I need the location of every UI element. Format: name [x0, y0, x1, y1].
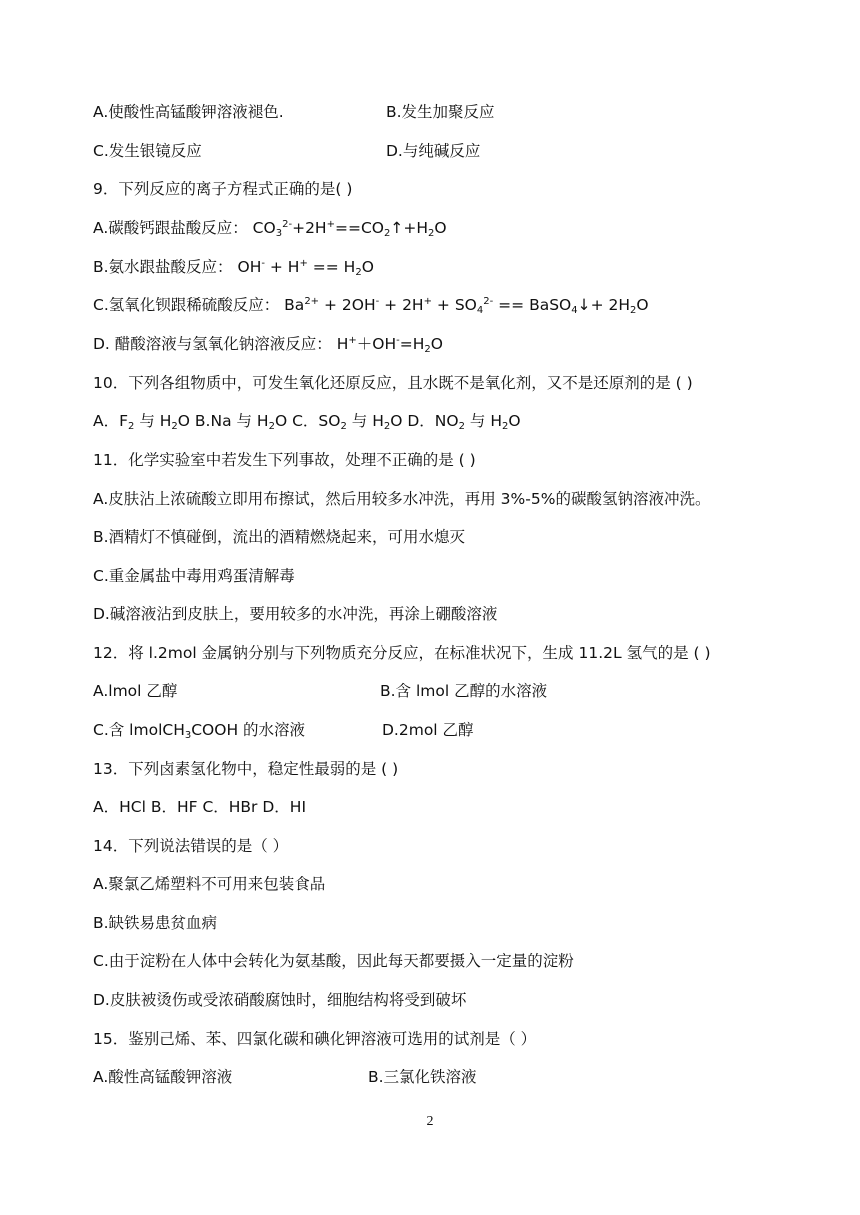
text-line	[93, 716, 474, 744]
text-segment: A.聚氯乙烯塑料不可用来包装食品	[93, 875, 326, 893]
text-line	[93, 485, 710, 513]
text-line	[93, 98, 495, 126]
text-segment: 9．下列反应的离子方程式正确的是( )	[93, 180, 353, 198]
page-number: 2	[426, 1114, 434, 1129]
text-line	[93, 291, 649, 319]
text-line	[93, 793, 306, 821]
text-line	[93, 1025, 536, 1053]
option-text: D.与纯碱反应	[386, 142, 481, 160]
text-segment: A.皮肤沾上浓硫酸立即用布擦试，然后用较多水冲洗，再用 3%-5%的碳酸氢钠溶液冲洗。	[93, 490, 711, 508]
text-line	[93, 755, 398, 783]
text-segment: C.含 lmolCH$_3$COOH 的水溶液	[93, 721, 306, 741]
text-line	[93, 1063, 477, 1091]
text-segment: 14．下列说法错误的是（ ）	[93, 837, 289, 855]
text-line	[93, 986, 466, 1014]
text-segment: 10．下列各组物质中，可发生氧化还原反应，且水既不是氧化剂，又不是还原剂的是 ( )	[93, 374, 693, 392]
text-segment: A．$F_2$ 与 $H_2O$ B.Na 与 $H_2O$ C．$SO_2$ 与 $H_2O$ D．$NO_2$ 与 $H_2O$	[93, 412, 521, 432]
text-segment: 13．下列卤素氢化物中，稳定性最弱的是 ( )	[93, 760, 399, 778]
text-segment: D.皮肤被烫伤或受浓硝酸腐蚀时，细胞结构将受到破坏	[93, 991, 467, 1009]
text-segment: A.碳酸钙跟盐酸反应： $CO_3^{2-}+2H^+==CO_2↑+H_2O$	[93, 219, 447, 239]
text-segment: B.缺铁易患贫血病	[93, 914, 218, 932]
text-line	[93, 175, 352, 203]
text-line	[93, 677, 548, 705]
text-line	[93, 947, 574, 975]
option-text: B.发生加聚反应	[386, 103, 495, 121]
option-text: B.含 lmol 乙醇的水溶液	[380, 682, 548, 700]
text-segment: C.由于淀粉在人体中会转化为氨基酸，因此每天都要摄入一定量的淀粉	[93, 952, 574, 970]
text-segment: A.lmol 乙醇	[93, 682, 178, 700]
text-line	[93, 214, 447, 242]
text-segment: A.酸性高锰酸钾溶液	[93, 1068, 233, 1086]
text-segment: B.酒精灯不慎碰倒，流出的酒精燃烧起来，可用水熄灭	[93, 528, 466, 546]
text-line	[93, 369, 693, 397]
text-segment: B.氨水跟盐酸反应： $OH^- + H^+ == H_2O$	[93, 258, 374, 278]
text-segment: A．HCl B．HF C．HBr D．HI	[93, 798, 307, 816]
text-segment: D. 醋酸溶液与氢氧化钠溶液反应： $H^++OH^-=H_2O$	[93, 335, 443, 355]
text-line	[93, 909, 217, 937]
text-line	[93, 137, 481, 165]
option-text: D.2mol 乙醇	[382, 721, 474, 739]
text-line	[93, 639, 711, 667]
text-segment: 15．鉴别己烯、苯、四氯化碳和碘化钾溶液可选用的试剂是（ ）	[93, 1030, 537, 1048]
option-text: B.三氯化铁溶液	[368, 1068, 477, 1086]
text-line	[93, 253, 374, 281]
text-line	[93, 870, 325, 898]
text-segment: C.氢氧化钡跟稀硫酸反应： $Ba^{2+} + 2OH^- + 2H^+ + SO_4^{2-}$ == BaSO$_4$↓+ $2H_2O$	[93, 296, 649, 316]
text-segment: A.使酸性高锰酸钾溶液褪色.	[93, 103, 284, 121]
text-line	[93, 600, 497, 628]
text-segment: 12．将 l.2mol 金属钠分别与下列物质充分反应，在标准状况下，生成 11.2L 氢气的是 ( )	[93, 644, 711, 662]
text-segment: 11．化学实验室中若发生下列事故，处理不正确的是 ( )	[93, 451, 476, 469]
text-line	[93, 832, 288, 860]
text-segment: C.重金属盐中毒用鸡蛋清解毒	[93, 567, 295, 585]
text-line	[93, 562, 295, 590]
text-line	[93, 407, 521, 435]
text-line	[93, 523, 465, 551]
text-line	[93, 446, 476, 474]
text-segment: C.发生银镜反应	[93, 142, 202, 160]
text-line	[93, 330, 443, 358]
text-segment: D.碱溶液沾到皮肤上，要用较多的水冲洗，再涂上硼酸溶液	[93, 605, 498, 623]
